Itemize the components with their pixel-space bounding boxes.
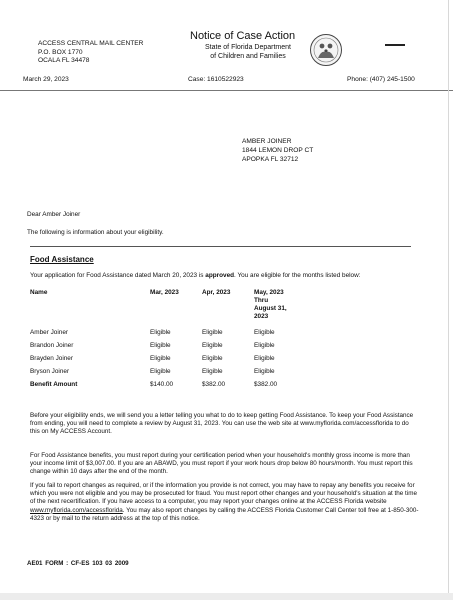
form-footer: AE01 FORM : CF-ES 103 03 2009	[27, 560, 129, 567]
column-header-month: Apr, 2023	[202, 289, 231, 296]
eligibility-cell: Eligible	[150, 342, 171, 349]
page-bottom-edge	[0, 593, 453, 600]
period-line: Thru	[254, 297, 269, 304]
reporting-paragraph: For Food Assistance benefits, you must report during your certification period when your household's monthly gross income is more than your income limit of $3,007.00. If you are an ABAWD, you must report if your work hours drop below 80 hours/month. You must report this change within 10 days after the end of the month.	[30, 452, 413, 476]
member-name: Amber Joiner	[30, 329, 69, 336]
column-header-month: Mar, 2023	[150, 289, 179, 296]
case-number: Case: 1610522923	[188, 76, 244, 83]
info-line: The following is information about your eligibility.	[27, 229, 164, 236]
eligibility-table	[30, 289, 324, 394]
period-line: 2023	[254, 313, 269, 320]
table-row	[30, 355, 324, 368]
return-address-line: ACCESS CENTRAL MAIL CENTER	[38, 40, 144, 47]
access-florida-link[interactable]: www.myflorida.com/accessflorida	[30, 506, 123, 514]
section-title: Food Assistance	[30, 255, 94, 264]
recipient-address	[242, 138, 313, 165]
fraud-paragraph	[30, 482, 420, 523]
section-divider	[30, 246, 411, 247]
member-name: Brayden Joiner	[30, 355, 73, 362]
recipient-city: APOPKA FL 32712	[242, 155, 299, 163]
return-address-line: OCALA FL 34478	[38, 57, 90, 65]
table-row	[30, 329, 324, 342]
approval-status: approved	[205, 272, 235, 279]
table-header-row	[30, 289, 324, 329]
eligibility-cell: Eligible	[254, 355, 275, 362]
column-header-name: Name	[30, 289, 48, 296]
eligibility-cell: Eligible	[254, 329, 275, 336]
eligibility-cell: Eligible	[150, 329, 171, 336]
page-edge	[448, 0, 449, 600]
approval-text: Your application for Food Assistance dated March 20, 2023 is	[30, 272, 206, 279]
department-name	[192, 43, 304, 61]
eligibility-cell: Eligible	[202, 329, 223, 336]
notice-title: Notice of Case Action	[190, 30, 296, 42]
benefit-amount-value: $382.00	[202, 381, 226, 388]
table-row	[30, 342, 324, 355]
benefit-amount-row	[30, 381, 324, 394]
eligibility-cell: Eligible	[254, 368, 275, 375]
phone-number: Phone: (407) 245-1500	[347, 76, 415, 83]
header-divider	[0, 90, 453, 91]
notice-date: March 29, 2023	[23, 76, 69, 83]
department-line-2: of Children and Families	[210, 53, 286, 61]
column-header-period	[254, 289, 324, 329]
benefit-amount-label: Benefit Amount	[30, 381, 78, 388]
return-address-line: P.O. BOX 1770	[38, 48, 83, 56]
department-line-1: State of Florida Department	[205, 44, 291, 51]
eligibility-cell: Eligible	[254, 342, 275, 349]
table-row	[30, 368, 324, 381]
fraud-text-end: . You may also report changes by calling the ACCESS Florida Customer Call Center toll free at 1-850-300-4323 or by mail to the return address at the top of this notice.	[30, 506, 419, 522]
return-address	[38, 40, 143, 66]
eligibility-cell: Eligible	[202, 342, 223, 349]
benefit-amount-value: $140.00	[150, 381, 174, 388]
decorative-dash	[385, 44, 405, 46]
benefit-amount-value: $382.00	[254, 381, 278, 388]
eligibility-cell: Eligible	[150, 368, 171, 375]
member-name: Bryson Joiner	[30, 368, 70, 375]
recipient-name: AMBER JOINER	[242, 138, 292, 145]
approval-text-end: . You are eligible for the months listed below:	[234, 272, 361, 279]
period-line: May, 2023	[254, 289, 284, 296]
member-name: Brandon Joiner	[30, 342, 74, 349]
eligibility-cell: Eligible	[202, 368, 223, 375]
recipient-street: 1844 LEMON DROP CT	[242, 146, 314, 154]
approval-statement	[30, 272, 430, 280]
fraud-text: If you fail to report changes as required, or if the information you provide is not correct, you may have to repay any benefits you receive for which you were not eligible and you may be prosecuted for fraud. You must report other changes and your household's situation at the time of the next recertification. If you have access to a computer, you may report your changes online at the ACCESS Florida website	[30, 482, 417, 506]
greeting: Dear Amber Joiner	[27, 211, 81, 218]
florida-dcf-seal-icon	[309, 33, 343, 67]
period-line: August 31,	[254, 305, 287, 312]
eligibility-cell: Eligible	[202, 355, 223, 362]
eligibility-cell: Eligible	[150, 355, 171, 362]
review-paragraph: Before your eligibility ends, we will send you a letter telling you what to do to keep getting Food Assistance. To keep your Food Assistance from ending, you will need to complete a review by August 31, 2023. You can use the web site at www.myflorida.com/accessflorida to do this on My ACCESS Account.	[30, 412, 414, 436]
